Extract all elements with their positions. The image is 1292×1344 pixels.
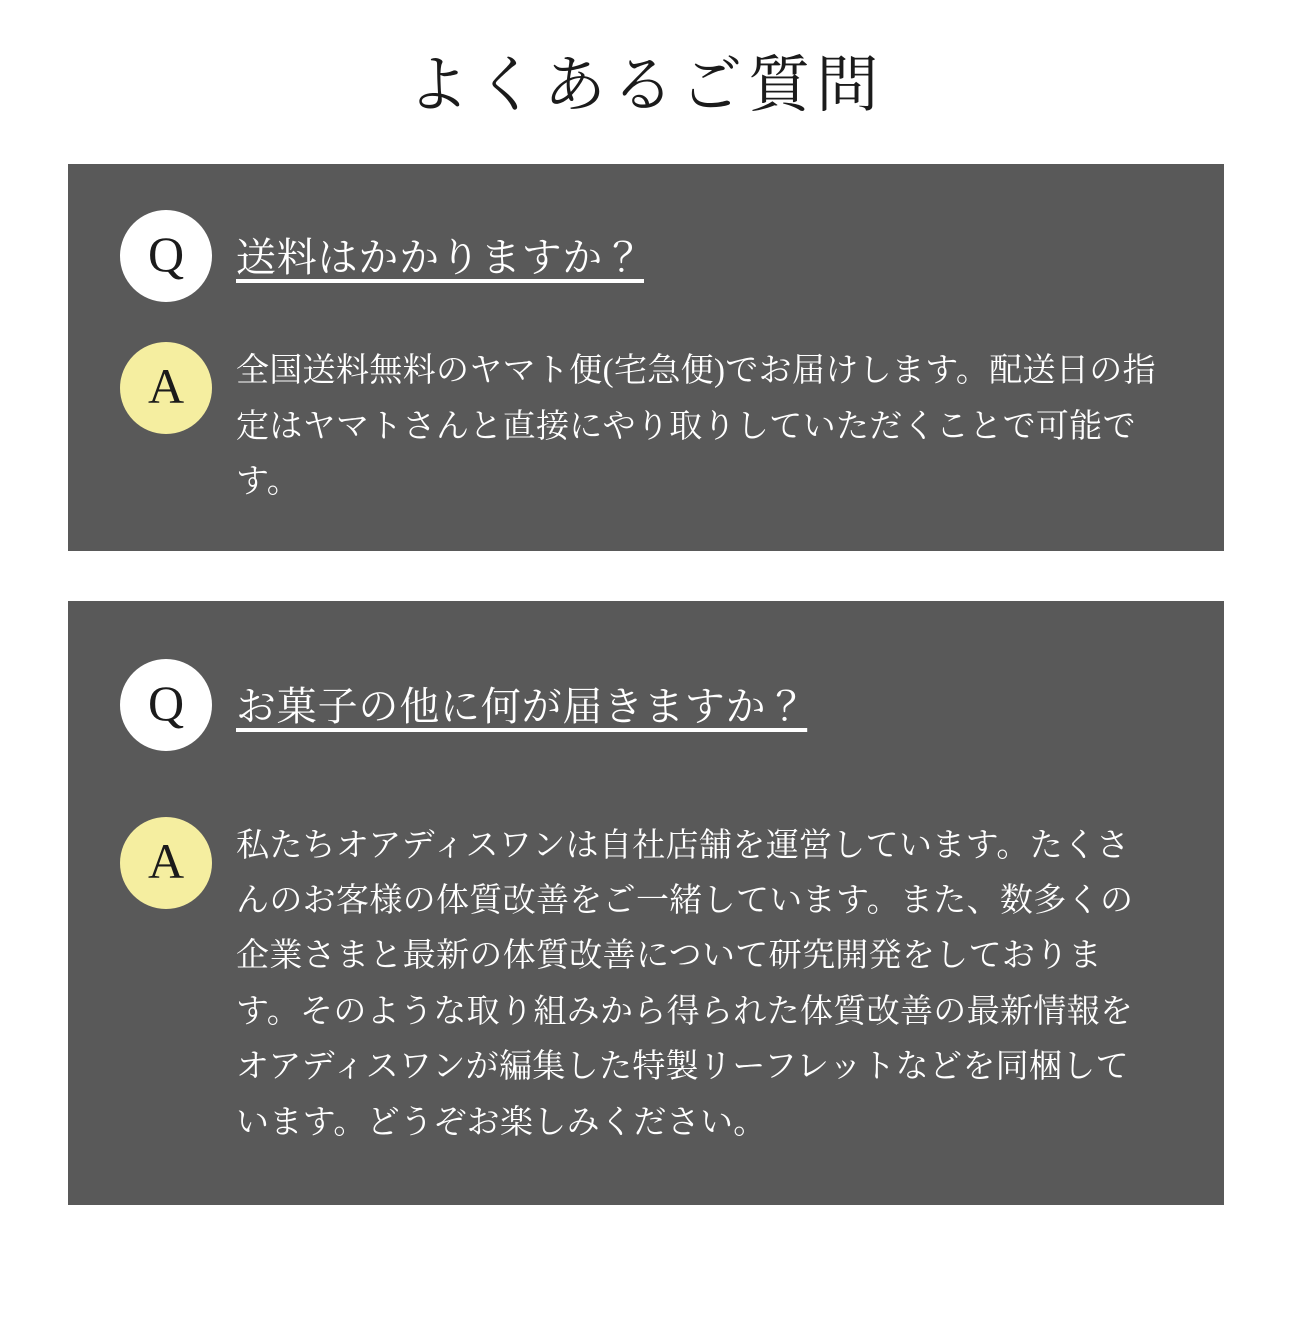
faq-question-row: [68, 210, 1224, 302]
faq-answer-row: [68, 338, 1224, 510]
faq-answer-text: 全国送料無料のヤマト便(宅急便)でお届けします。配送日の指定はヤマトさんと直接にやり取りしていただくことで可能です。: [236, 353, 1156, 501]
faq-item: [68, 164, 1224, 550]
faq-list: [0, 164, 1292, 1205]
faq-item: [68, 601, 1224, 1206]
faq-answer-row: [68, 813, 1224, 1152]
faq-answer-text: 私たちオアディスワンは自社店舗を運営しています。たくさんのお客様の体質改善をご一緒しています。また、数多くの企業さまと最新の体質改善について研究開発をしております。そのような取り組みから得られた体質改善の最新情報をオアディスワンが編集した特製リーフレットなどを同梱しています。どうぞお楽しみください。: [236, 827, 1134, 1141]
page-title: よくあるご質問: [407, 52, 885, 120]
question-badge-icon: Q: [120, 210, 212, 302]
faq-question-text: お菓子の他に何が届きますか？: [236, 683, 808, 729]
faq-page: [0, 52, 1292, 1344]
answer-badge-icon: A: [120, 342, 212, 434]
answer-badge-icon: A: [120, 817, 212, 909]
faq-question-row: [68, 659, 1224, 751]
question-badge-icon: Q: [120, 659, 212, 751]
faq-question-text: 送料はかかりますか？: [236, 235, 644, 281]
